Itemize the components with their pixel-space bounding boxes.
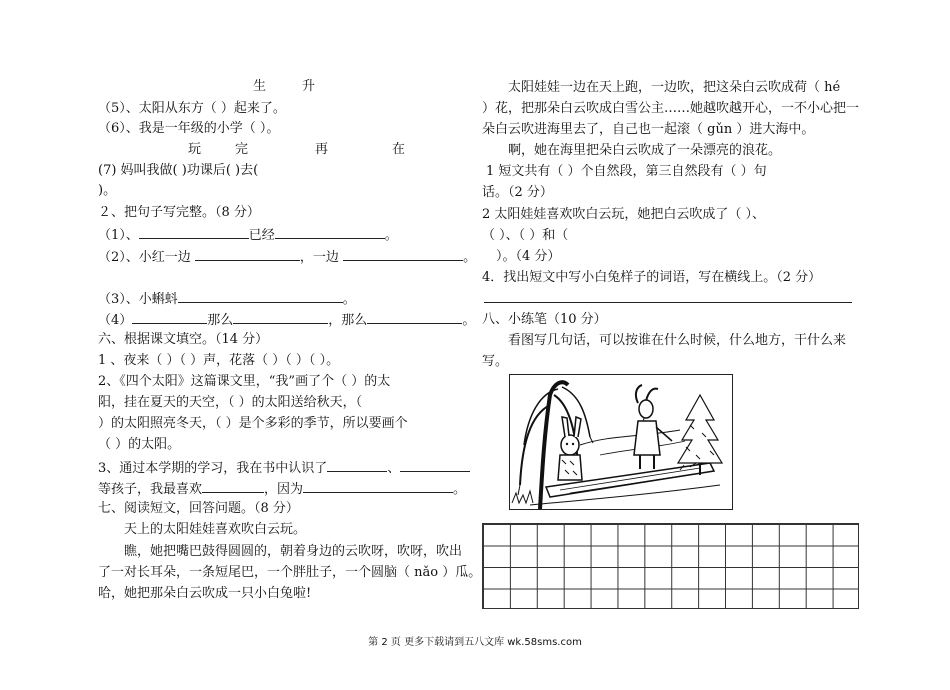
passage-p3-line2: ）花，把那朵白云吹成白雪公主……她越吹越开心，一不小心把一 xyxy=(482,101,860,116)
passage-p2-line2: 了一对长耳朵，一条短尾巴，一个胖肚子，一个圆脑（ nǎo ）瓜。 xyxy=(98,565,482,580)
reading-q4: 4．找出短文中写小白兔样子的词语，写在横线上。（2 分） xyxy=(482,270,822,285)
section-6-q2-line4: （ ）的太阳。 xyxy=(98,437,181,452)
reading-q2-line1: 2 太阳娃娃喜欢吹白云玩，她把白云吹成了（ ）、 xyxy=(482,207,766,222)
reading-q2-line2: （ ）、（ ）和（ xyxy=(482,228,569,243)
section-6-q2-line3: ）的太阳照亮冬天，（ ）是个多彩的季节，所以要画个 xyxy=(98,416,408,431)
section-6-q3-line1: 3、通过本学期的学习，我在书中认识了 、 xyxy=(98,458,470,478)
char-zai: 再 xyxy=(315,142,329,157)
section-8-instruction-line1: 看图写几句话，可以按谁在什么时候，什么地方，干什么来 xyxy=(508,333,847,348)
reading-q1-line2: 话。（2 分） xyxy=(482,185,553,200)
section-6-title: 六、根据课文填空。（14 分） xyxy=(98,332,269,347)
passage-p2-line3: 哈，她把那朵白云吹成一只小白兔啦! xyxy=(98,586,312,601)
char-wan: 玩 xyxy=(188,142,202,157)
section-6-q3-line2: 等孩子，我最喜欢 ，因为 。 xyxy=(98,479,466,499)
section-6-q2-line1: 2、《四个太阳》这篇课文里，“我”画了个（ ）的太 xyxy=(98,374,391,389)
page-footer: 第 2 页 更多下载请到五八文库 wk.58sms.com xyxy=(368,637,582,648)
sentence-1: （1）、 已经 。 xyxy=(98,225,398,245)
passage-p3-line3: 朵白云吹进海里去了，自己也一起滚（ gǔn ）进大海中。 xyxy=(482,122,815,137)
char-zai2: 在 xyxy=(392,142,406,157)
illustration xyxy=(509,374,733,510)
question-5: （5）、太阳从东方（ ）起来了。 xyxy=(98,101,286,116)
passage-p2-line1: 瞧，她把嘴巴鼓得圆圆的，朝着身边的云吹呀，吹呀，吹出 xyxy=(124,544,463,559)
sentence-2: （2）、小红一边 ，一边 。 xyxy=(98,247,476,267)
answer-line xyxy=(484,302,852,303)
char-wan2: 完 xyxy=(235,142,249,157)
section-8-instruction-line2: 写。 xyxy=(482,354,509,369)
rabbit-goat-bridge-picture xyxy=(510,375,732,509)
section-8-title: 八、小练笔（10 分） xyxy=(482,312,607,327)
section-6-q2-line2: 阳，挂在夏天的天空，（ ）的太阳送给秋天，（ xyxy=(98,395,363,410)
section-2-title: ２、把句子写完整。（8 分） xyxy=(98,205,260,220)
passage-p1: 天上的太阳娃娃喜欢吹白云玩。 xyxy=(124,522,307,537)
question-6: （6）、我是一年级的小学（ ）。 xyxy=(98,121,280,136)
char-sheng: 生 xyxy=(253,79,267,94)
section-7-title: 七、阅读短文，回答问题。（8 分） xyxy=(98,501,299,516)
section-6-q1: 1 、夜来（ ）（ ）声，花落（ ）（ ）（ ）。 xyxy=(98,353,340,368)
sentence-3: （3）、小蝌蚪 。 xyxy=(98,289,356,309)
writing-grid[interactable] xyxy=(482,523,859,609)
passage-p3-line1: 太阳娃娃一边在天上跑，一边吹，把这朵白云吹成荷（ hé xyxy=(508,80,841,95)
sentence-4: （4） 那么 ，那么 。 xyxy=(98,310,475,330)
passage-p4: 啊，她在海里把朵白云吹成了一朵漂亮的浪花。 xyxy=(508,143,782,158)
reading-q2-line3: ）。（4 分） xyxy=(496,249,561,264)
question-7: (7) 妈叫我做( )功课后( )去( xyxy=(98,163,259,178)
question-7-end: )。 xyxy=(98,183,117,198)
char-sheng2: 升 xyxy=(302,79,316,94)
reading-q1-line1: 1 短文共有（ ）个自然段，第三自然段有（ ）句 xyxy=(486,164,767,179)
